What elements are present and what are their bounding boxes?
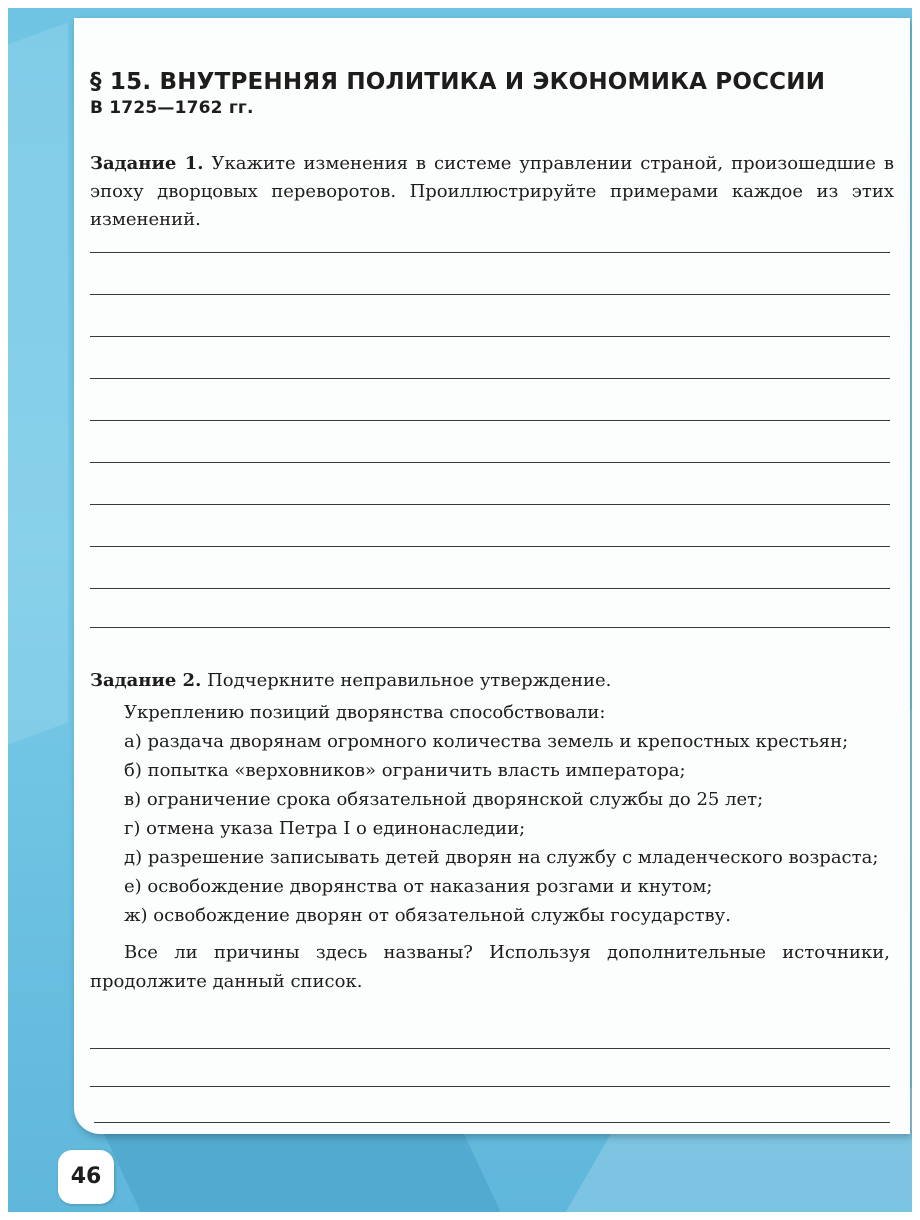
- section-heading-years: В 1725—1762 гг.: [90, 98, 254, 118]
- answer-line[interactable]: [90, 294, 890, 295]
- answer-line[interactable]: [90, 588, 890, 589]
- answer-line[interactable]: [90, 1048, 890, 1049]
- answer-line[interactable]: [90, 252, 890, 253]
- answer-line[interactable]: [90, 462, 890, 463]
- page-number: 46: [58, 1150, 114, 1204]
- statement-f[interactable]: е) освобождение дворянства от наказания розгами и кнутом;: [124, 876, 713, 897]
- statement-g[interactable]: ж) освобождение дворян от обязательной службы государству.: [124, 905, 731, 926]
- section-heading-title: § 15. ВНУТРЕННЯЯ ПОЛИТИКА И ЭКОНОМИКА РОССИИ: [90, 69, 826, 95]
- book-background: [8, 8, 912, 1212]
- answer-line[interactable]: [90, 378, 890, 379]
- statement-c[interactable]: в) ограничение срока обязательной дворянской службы до 25 лет;: [124, 789, 764, 810]
- statement-a[interactable]: а) раздача дворянам огромного количества земель и крепостных крестьян;: [124, 731, 849, 752]
- answer-line[interactable]: [90, 546, 890, 547]
- statement-e[interactable]: д) разрешение записывать детей дворян на службу с младенческого возраста;: [124, 847, 879, 868]
- answer-line[interactable]: [90, 420, 890, 421]
- task-2-question: Все ли причины здесь названы? Используя дополнительные источники, продолжите данный список.: [90, 942, 890, 992]
- task-1: [90, 150, 894, 234]
- statement-d[interactable]: г) отмена указа Петра I о единонаследии;: [124, 818, 526, 839]
- section-heading: [90, 68, 825, 120]
- task-2-intro: Укреплению позиций дворянства способствовали:: [124, 702, 606, 723]
- answer-line[interactable]: [90, 504, 890, 505]
- task-2-heading: [90, 666, 894, 696]
- task-2-body: [90, 698, 890, 996]
- task-2-instruction: Подчеркните неправильное утверждение.: [207, 670, 612, 691]
- task-1-text: Укажите изменения в системе управлении страной, произошедшие в эпоху дворцовых переворотов. Проиллюстрируйте примерами каждое из этих изменений.: [90, 153, 894, 230]
- answer-line[interactable]: [90, 1086, 890, 1087]
- answer-line[interactable]: [90, 336, 890, 337]
- answer-line[interactable]: [90, 627, 890, 628]
- background-facet: [101, 1128, 554, 1212]
- statement-b[interactable]: б) попытка «верховников» ограничить власть императора;: [124, 760, 686, 781]
- answer-line[interactable]: [94, 1122, 890, 1123]
- task-2-label: Задание 2.: [90, 670, 202, 691]
- task-1-label: Задание 1.: [90, 153, 204, 174]
- workbook-page: [74, 18, 910, 1134]
- background-facet: [8, 23, 68, 774]
